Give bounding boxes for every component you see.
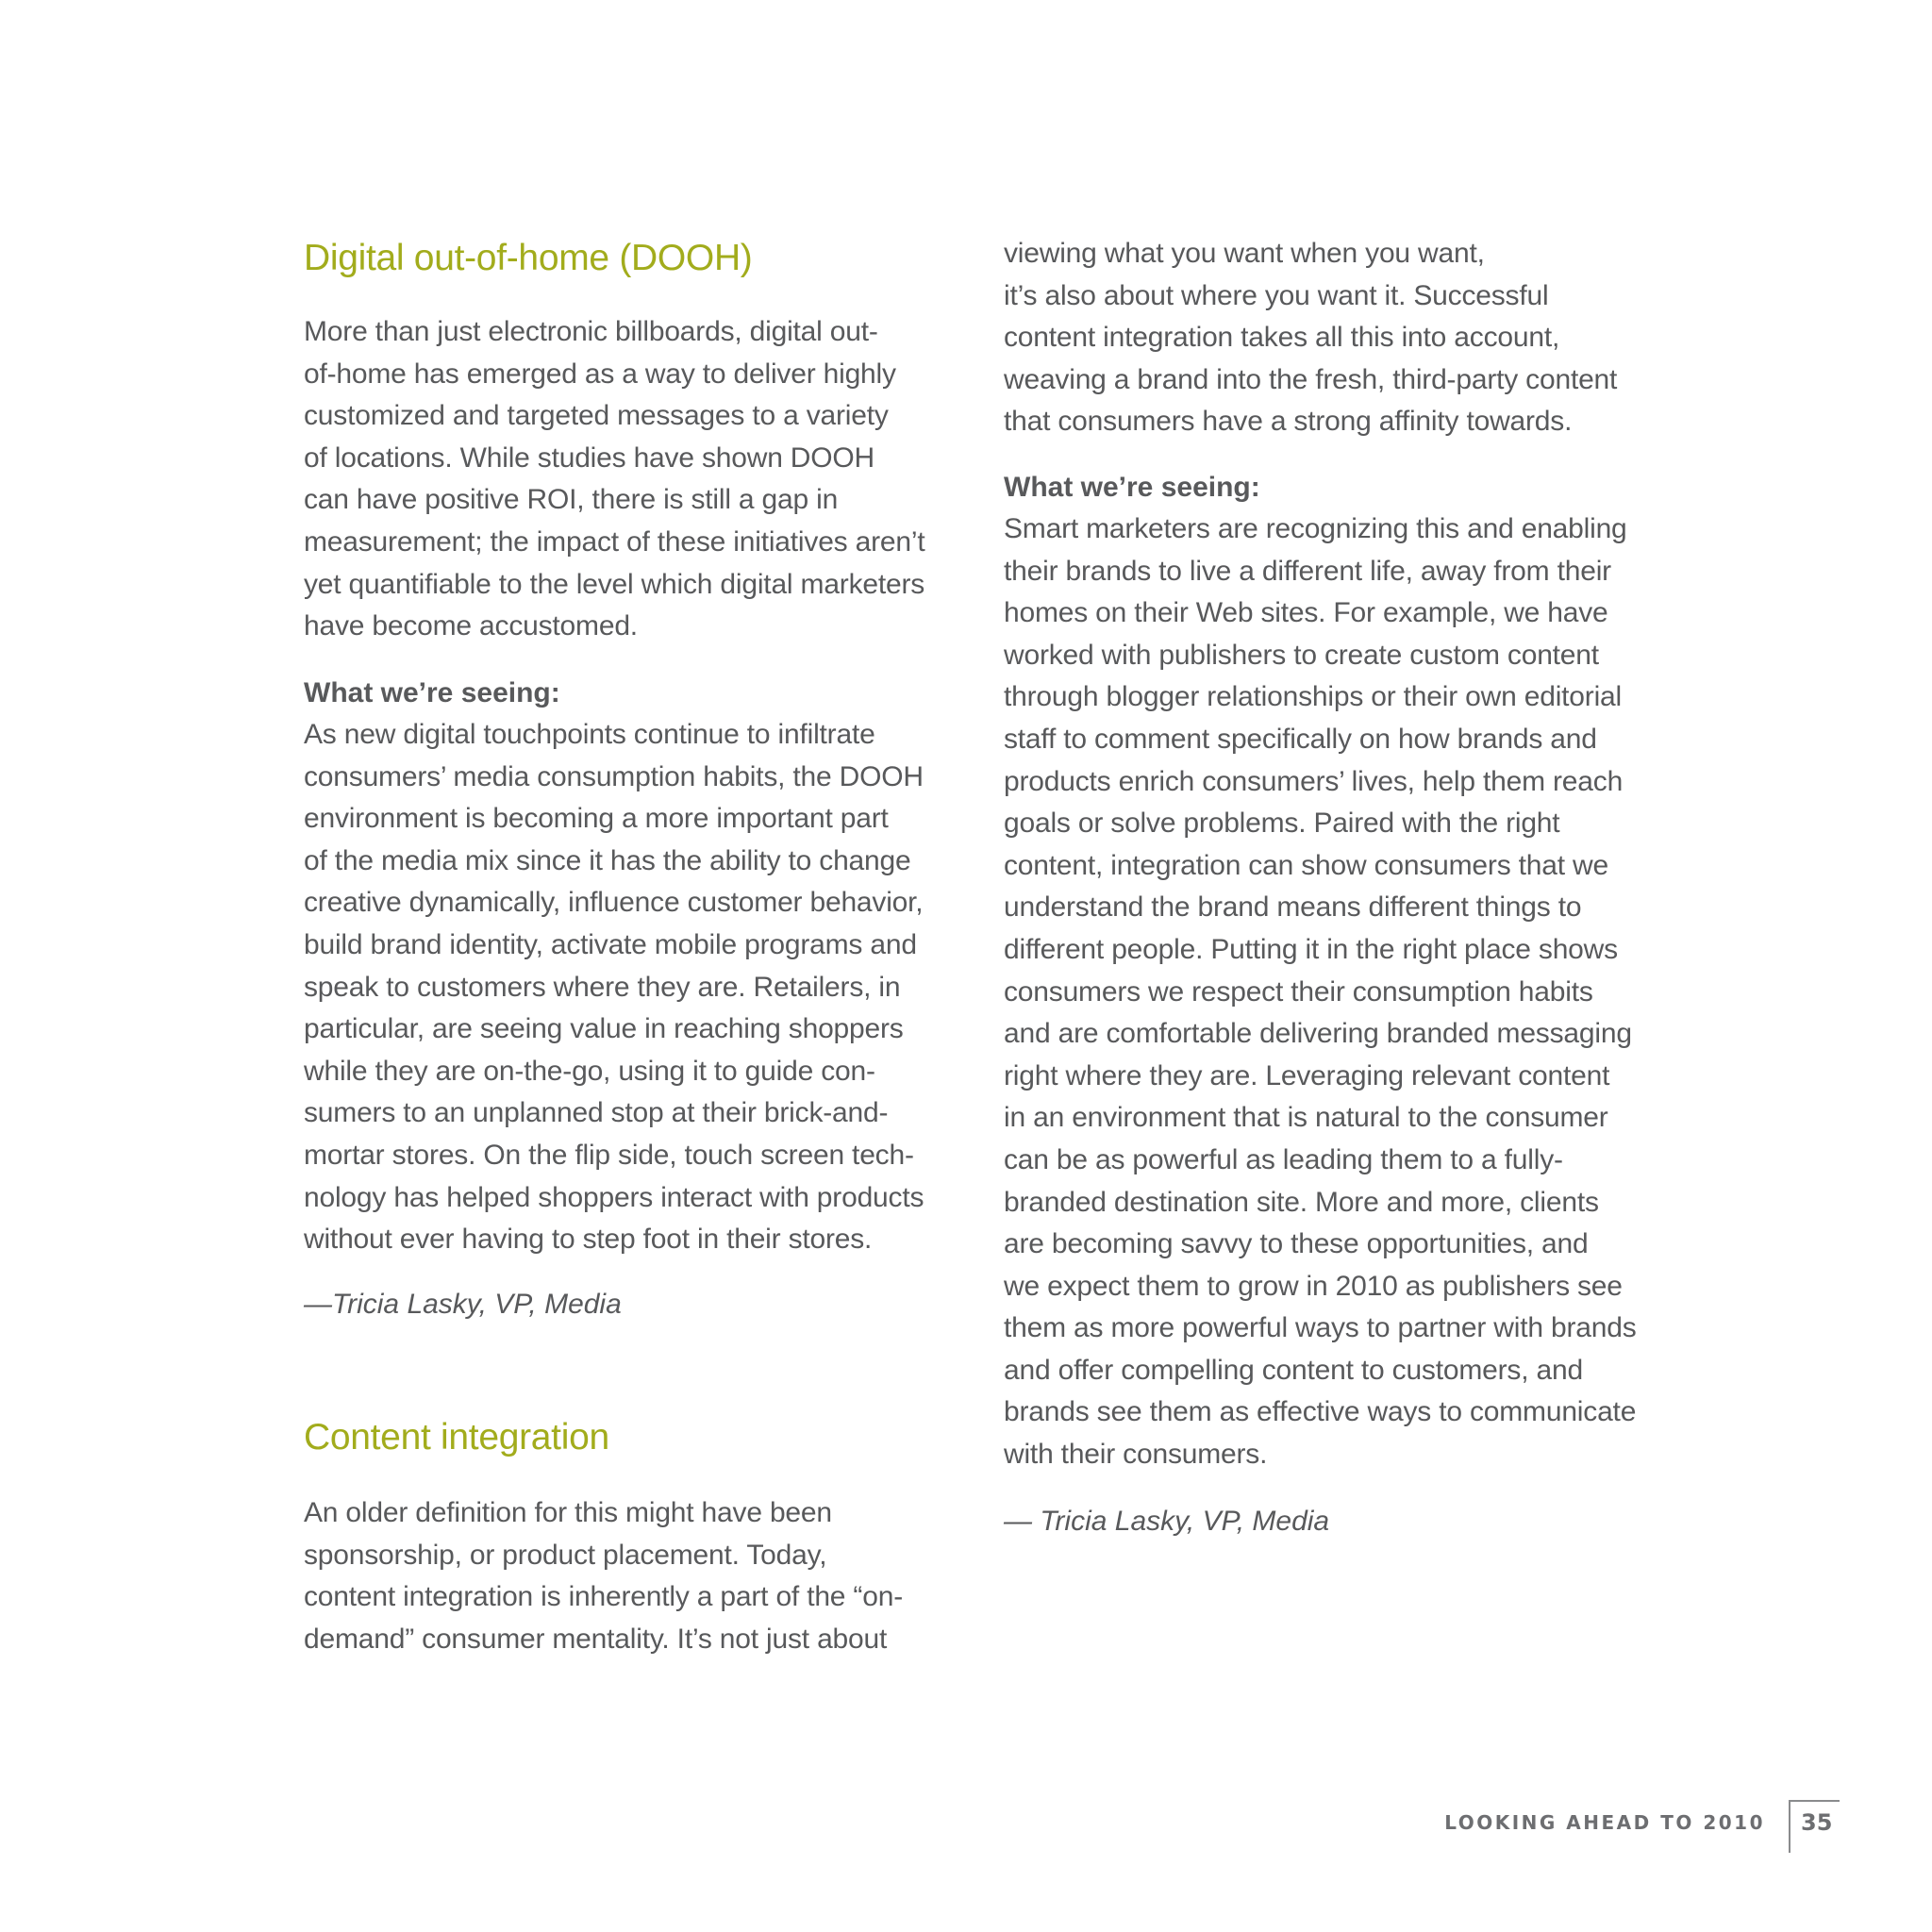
text-line: nology has helped shoppers interact with products	[304, 1181, 924, 1213]
text-line: environment is becoming a more important part	[304, 803, 889, 835]
text-line: products enrich consumers’ lives, help them reach	[1004, 765, 1624, 797]
text-line: brands see them as effective ways to communicate	[1004, 1396, 1637, 1428]
text-line: with their consumers.	[1004, 1439, 1268, 1471]
text-line: mortar stores. On the flip side, touch screen tech-	[304, 1139, 914, 1171]
content-attribution: — Tricia Lasky, VP, Media	[1004, 1506, 1330, 1537]
content-seeing-paragraph	[1004, 508, 1664, 1476]
footer-divider	[1789, 1800, 1790, 1853]
text-line: yet quantifiable to the level which digital marketers	[304, 568, 925, 600]
text-line: branded destination site. More and more, clients	[1004, 1186, 1599, 1218]
text-line: An older definition for this might have been	[304, 1497, 832, 1528]
text-line: homes on their Web sites. For example, we have	[1004, 597, 1608, 629]
text-line: of the media mix since it has the ability to change	[304, 844, 911, 876]
text-line: measurement; the impact of these initiatives aren’t	[304, 525, 925, 558]
text-line: sponsorship, or product placement. Today,	[304, 1539, 827, 1571]
footer-label: LOOKING AHEAD TO 2010	[1444, 1811, 1765, 1834]
text-line: in an environment that is natural to the consumer	[1004, 1102, 1608, 1134]
page-footer	[0, 1800, 1932, 1857]
content-section-title: Content integration	[304, 1417, 609, 1457]
dooh-section-title: Digital out-of-home (DOOH)	[304, 238, 753, 278]
page-number: 35	[1801, 1809, 1833, 1836]
text-line: content integration is inherently a part of the “on-	[304, 1581, 903, 1613]
text-line: through blogger relationships or their own editorial	[1004, 681, 1622, 713]
text-line: and are comfortable delivering branded messaging	[1004, 1018, 1632, 1050]
text-line: More than just electronic billboards, digital out-	[304, 316, 878, 347]
text-line: different people. Putting it in the right place shows	[1004, 933, 1618, 965]
text-line: consumers’ media consumption habits, the DOOH	[304, 760, 924, 792]
text-line: demand” consumer mentality. It’s not just about	[304, 1623, 888, 1655]
text-line: content integration takes all this into account,	[1004, 322, 1560, 354]
text-line: can have positive ROI, there is still a gap in	[304, 484, 839, 516]
footer-rule	[1789, 1800, 1840, 1802]
text-line: As new digital touchpoints continue to infiltrate	[304, 719, 875, 750]
text-line: Smart marketers are recognizing this and enabling	[1004, 513, 1627, 544]
text-line: consumers we respect their consumption habits	[1004, 975, 1593, 1008]
text-line: viewing what you want when you want,	[1004, 238, 1485, 269]
text-line: we expect them to grow in 2010 as publishers see	[1004, 1270, 1623, 1302]
dooh-attribution: —Tricia Lasky, VP, Media	[304, 1289, 622, 1320]
text-line: creative dynamically, influence customer behavior,	[304, 887, 924, 919]
text-line: customized and targeted messages to a variety	[304, 400, 889, 432]
text-line: right where they are. Leveraging relevant content	[1004, 1059, 1610, 1091]
text-line: their brands to live a different life, away from their	[1004, 555, 1611, 587]
text-line: while they are on-the-go, using it to guide con-	[304, 1055, 875, 1087]
text-line: content, integration can show consumers that we	[1004, 849, 1608, 881]
dooh-subhead: What we’re seeing:	[304, 677, 560, 708]
text-line: have become accustomed.	[304, 610, 638, 642]
text-line: without ever having to step foot in their stores.	[304, 1224, 873, 1256]
dooh-seeing-paragraph	[304, 714, 964, 1261]
text-line: speak to customers where they are. Retailers, in	[304, 971, 901, 1003]
dooh-intro-paragraph	[304, 311, 964, 648]
content-intro-continued-paragraph	[1004, 233, 1664, 443]
text-line: particular, are seeing value in reaching shoppers	[304, 1013, 904, 1045]
text-line: build brand identity, activate mobile programs and	[304, 928, 917, 960]
text-line: them as more powerful ways to partner with brands	[1004, 1312, 1637, 1344]
text-line: that consumers have a strong affinity towards.	[1004, 406, 1573, 438]
text-line: understand the brand means different things to	[1004, 891, 1582, 924]
text-line: goals or solve problems. Paired with the right	[1004, 808, 1560, 840]
text-line: staff to comment specifically on how brands and	[1004, 723, 1597, 755]
text-line: are becoming savvy to these opportunities, and	[1004, 1228, 1589, 1260]
text-line: can be as powerful as leading them to a fully-	[1004, 1143, 1563, 1175]
text-line: sumers to an unplanned stop at their brick-and-	[304, 1097, 889, 1129]
text-line: of-home has emerged as a way to deliver highly	[304, 358, 896, 390]
text-line: of locations. While studies have shown DOOH	[304, 441, 875, 474]
text-line: it’s also about where you want it. Successful	[1004, 279, 1549, 311]
text-line: weaving a brand into the fresh, third-party content	[1004, 363, 1618, 395]
text-line: and offer compelling content to customers, and	[1004, 1354, 1583, 1386]
content-subhead: What we’re seeing:	[1004, 472, 1260, 503]
content-intro-paragraph	[304, 1492, 964, 1660]
text-line: worked with publishers to create custom content	[1004, 639, 1599, 671]
